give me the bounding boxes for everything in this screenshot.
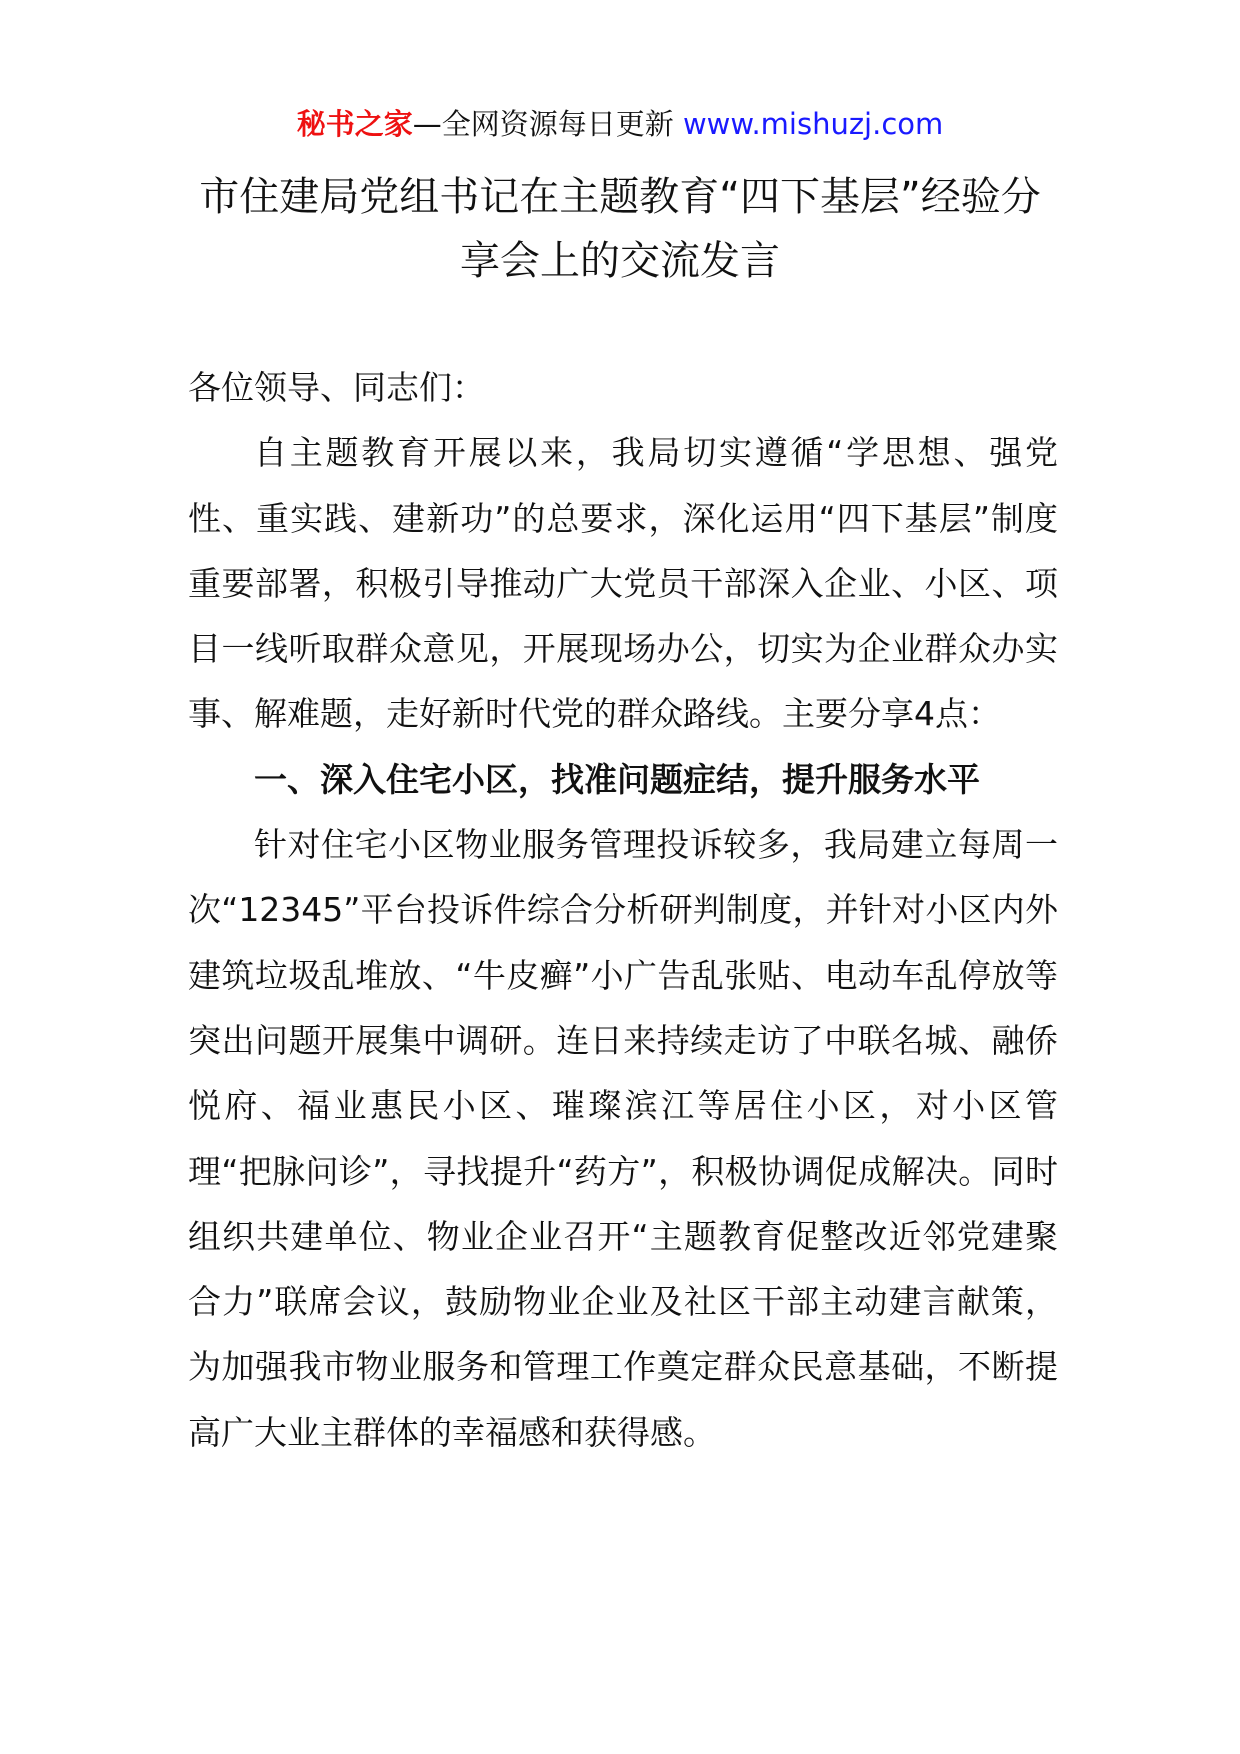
document-body [188, 355, 1058, 1465]
site-header [0, 102, 1240, 146]
section-heading: 一、深入住宅小区，找准问题症结，提升服务水平 [254, 759, 980, 799]
intro-paragraph: 自主题教育开展以来，我局切实遵循“学思想、强党性、重实践、建新功”的总要求，深化运用“四下基层”制度重要部署，积极引导推动广大党员干部深入企业、小区、项目一线听取群众意见，开展现场办公，切实为企业群众办实事、解难题，走好新时代党的群众路线。主要分享4点： [188, 433, 1058, 734]
site-brand: 秘书之家 [296, 107, 413, 141]
section-paragraph: 针对住宅小区物业服务管理投诉较多，我局建立每周一次“12345”平台投诉件综合分析研判制度，并针对小区内外建筑垃圾乱堆放、“牛皮癣”小广告乱张贴、电动车乱停放等突出问题开展集中调研。连日来持续走访了中联名城、融侨悦府、福业惠民小区、璀璨滨江等居住小区，对小区管理“把脉问诊”，寻找提升“药方”，积极协调促成解决。同时组织共建单位、物业企业召开“主题教育促整改近邻党建聚合力”联席会议，鼓励物业企业及社区干部主动建言献策，为加强我市物业服务和管理工作奠定群众民意基础，不断提高广大业主群体的幸福感和获得感。 [188, 825, 1058, 1452]
document-title: 市住建局党组书记在主题教育“四下基层”经验分享会上的交流发言 [199, 174, 1041, 284]
salutation: 各位领导、同志们： [188, 368, 485, 407]
site-url-link[interactable]: www.mishuzj.com [682, 107, 944, 141]
site-tagline: —全网资源每日更新 [412, 107, 674, 141]
